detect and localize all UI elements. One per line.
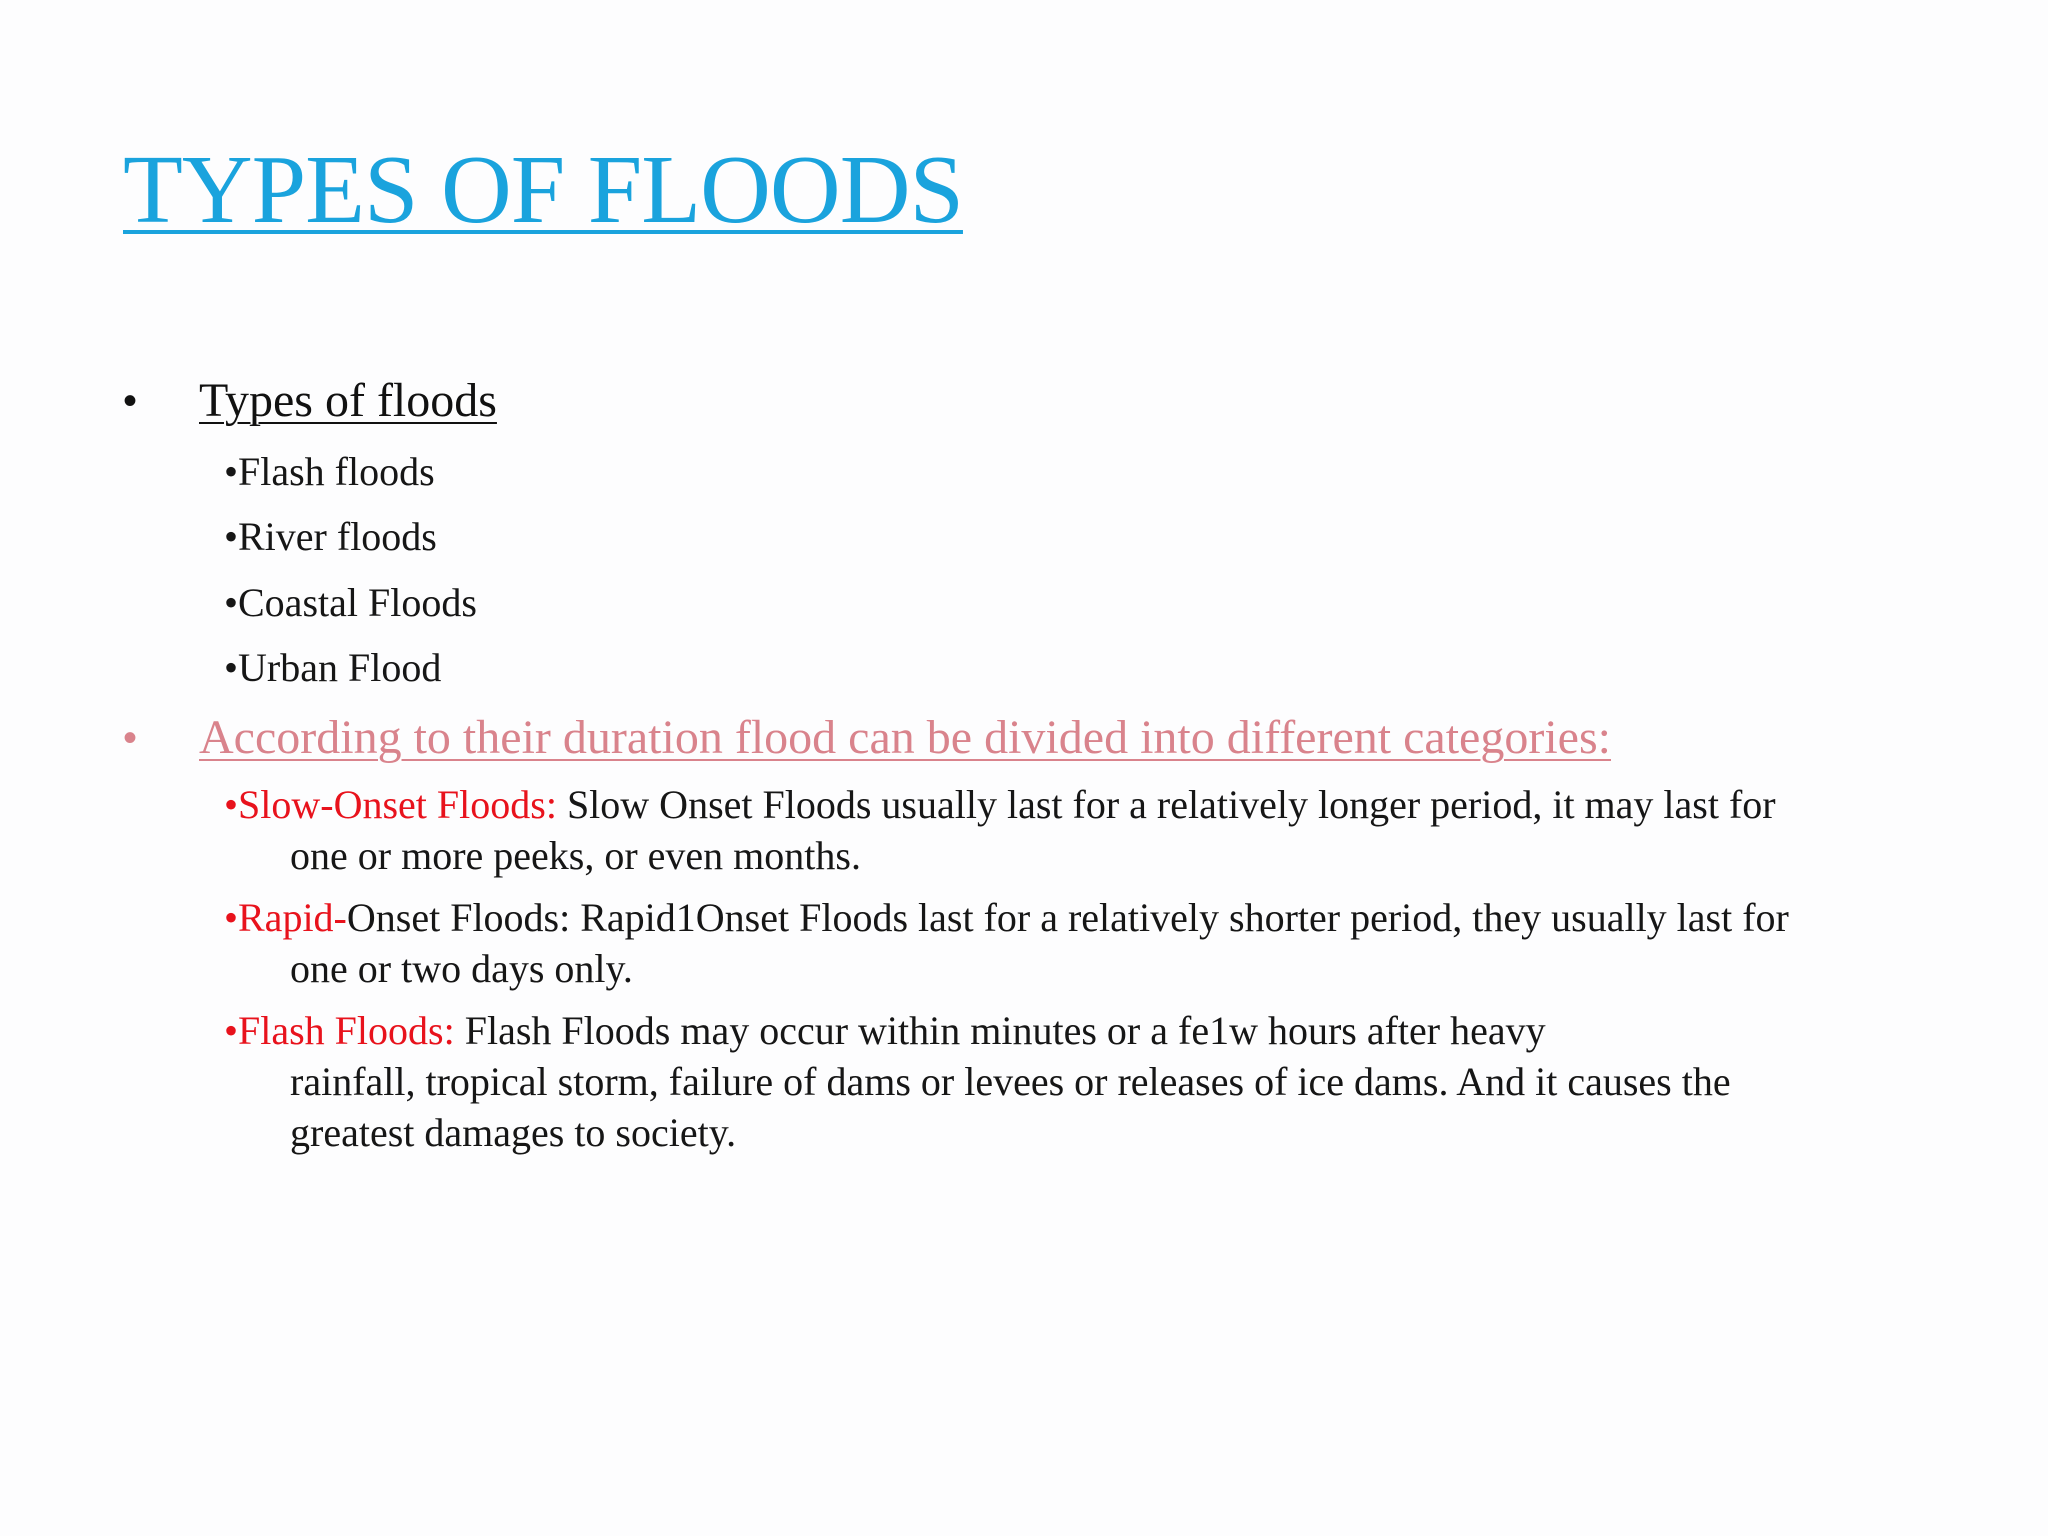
category-label: •Slow-Onset Floods: (224, 782, 557, 827)
list-item-coastal-floods: •Coastal Floods (224, 580, 477, 625)
category-label: •Rapid- (224, 895, 347, 940)
bullet: • (123, 716, 138, 760)
list-item-urban-flood: •Urban Flood (224, 645, 442, 690)
category-line: one or two days only. (290, 946, 633, 991)
category-line: one or more peeks, or even months. (290, 833, 861, 878)
heading-text: According to their duration flood can be divided into different categories: (199, 711, 1611, 764)
category-line: rainfall, tropical storm, failure of dams or levees or releases of ice dams. And it causes the (290, 1059, 1731, 1104)
list-item-flash-floods: •Flash floods (224, 449, 435, 494)
list-item-river-floods: •River floods (224, 514, 437, 559)
category-flash-floods (224, 1005, 1924, 1158)
category-line (224, 892, 1924, 943)
heading-text: Types of floods (199, 374, 497, 427)
category-line: greatest damages to society. (290, 1110, 737, 1155)
category-slow-onset (224, 779, 1924, 881)
category-line (224, 1005, 1924, 1056)
category-text: Slow Onset Floods usually last for a relatively longer period, it may last for (556, 782, 1776, 827)
category-label: •Flash Floods: (224, 1008, 455, 1053)
slide-title: TYPES OF FLOODS (123, 136, 963, 244)
category-rapid-onset (224, 892, 1924, 994)
category-line (224, 779, 1924, 830)
category-text: Flash Floods may occur within minutes or a fe1w hours after heavy (454, 1008, 1546, 1053)
bullet: • (123, 379, 138, 423)
category-text: Onset Floods: Rapid1Onset Floods last for a relatively shorter period, they usually last for (346, 895, 1789, 940)
